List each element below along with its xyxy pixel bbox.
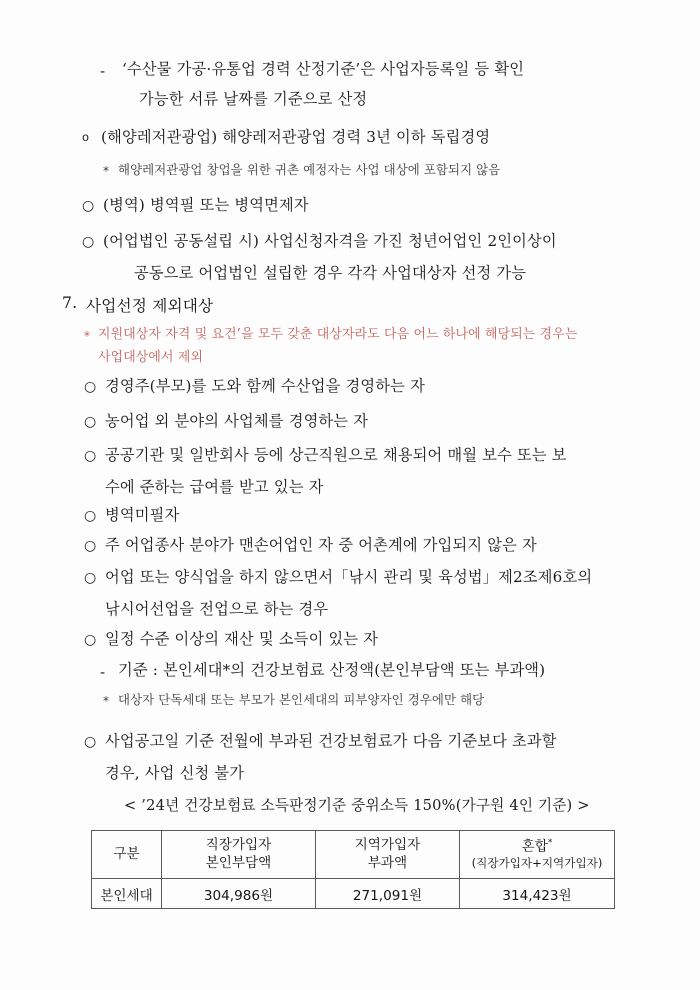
red-note-text: 지원대상자 자격 및 요건’을 모두 갖춘 대상자라도 다음 어느 하나에 해당되는 경우는 — [98, 327, 578, 342]
dash-item-fisheries-criteria-cont — [139, 92, 367, 107]
dash-marker: - — [100, 62, 106, 80]
table-header-regional-line1: 지역가입자 — [354, 836, 421, 853]
list-item-continuation — [105, 602, 328, 617]
red-note-text-cont: 사업대상에서 제외 — [98, 350, 204, 365]
dash-item-fisheries-criteria — [100, 62, 524, 80]
list-item-continuation — [105, 480, 323, 495]
circle-marker-small: o — [82, 130, 90, 144]
circle-marker: ○ — [84, 508, 97, 524]
list-item — [84, 570, 592, 586]
circle-item-text: (해양레저관광업) 해양레저관광업 경력 3년 이하 독립경영 — [101, 128, 491, 146]
list-item-label: 일정 수준 이상의 재산 및 소득이 있는 자 — [105, 630, 379, 648]
dash-marker: - — [100, 663, 106, 681]
table-header-mixed-line1: 혼합 — [521, 838, 548, 855]
note-marine-leisure — [103, 164, 500, 178]
table-header-workplace-line1: 직장가입자 — [205, 836, 272, 853]
list-item-label: 공공기관 및 일반회사 등에 상근직원으로 채용되어 매월 보수 또는 보 — [105, 446, 567, 464]
circle-marker: ○ — [82, 198, 95, 214]
section-heading — [62, 294, 213, 316]
table-header-row — [92, 831, 615, 879]
list-item-label: 농어업 외 분야의 사업체를 경영하는 자 — [105, 412, 369, 430]
table-cell-workplace-self-pay: 304,986원 — [162, 879, 316, 909]
circle-marker: ○ — [84, 414, 97, 430]
list-item-announcement-cont — [105, 766, 244, 781]
circle-marker: ○ — [84, 734, 97, 750]
table-header-mixed — [460, 831, 615, 879]
list-item-label: 주 어업종사 분야가 맨손어업인 자 중 어촌계에 가입되지 않은 자 — [105, 536, 537, 554]
list-item-label: 어업 또는 양식업을 하지 않으면서「낚시 관리 및 육성법」제2조제6호의 — [105, 568, 593, 586]
circle-marker: ○ — [84, 379, 97, 395]
circle-item-joint-corporation-cont — [134, 266, 526, 281]
criteria-line — [100, 663, 545, 681]
dash-item-text: ‘수산물 가공·유통업 경력 산정기준’은 사업자등록일 등 확인 — [122, 60, 525, 78]
circle-item-marine-leisure — [82, 130, 490, 145]
circle-item-text: (병역) 병역필 또는 병역면제자 — [103, 196, 309, 214]
circle-marker: ○ — [84, 570, 97, 586]
table-header-regional — [316, 831, 460, 879]
red-note-line-2 — [98, 352, 203, 365]
criteria-text: 기준 : 본인세대*의 건강보험료 산정액(본인부담액 또는 부과액) — [118, 661, 546, 679]
health-insurance-table — [91, 830, 615, 909]
list-item — [84, 632, 378, 648]
table-header-workplace — [162, 831, 316, 879]
list-item-label: 병역미필자 — [105, 506, 180, 524]
table-caption — [124, 799, 590, 814]
circle-item-joint-corporation — [82, 234, 557, 250]
health-insurance-table-wrap — [91, 830, 610, 909]
note-text: 해양레저관광업 창업을 위한 귀촌 예정자는 사업 대상에 포함되지 않음 — [118, 162, 501, 177]
table-header-mixed-line2: (직장가입자+지역가입자) — [471, 856, 603, 871]
list-item-announcement — [84, 734, 557, 750]
table-caption-text: < ’24년 건강보험료 소득판정기준 중위소득 150%(가구원 4인 기준) > — [124, 797, 590, 814]
announcement-text-cont: 경우, 사업 신청 불가 — [105, 764, 245, 782]
table-cell-mixed: 314,423원 — [460, 879, 615, 909]
list-item-label-cont: 수에 준하는 급여를 받고 있는 자 — [105, 478, 324, 496]
circle-item-text-cont: 공동으로 어업법인 설립한 경우 각각 사업대상자 선정 가능 — [134, 264, 527, 282]
asterisk-marker: * — [103, 164, 109, 178]
red-note-line-1 — [84, 329, 577, 343]
table-header-mixed-superscript: * — [547, 837, 553, 848]
list-item — [84, 538, 537, 554]
circle-marker: ○ — [84, 448, 97, 464]
table-header-division: 구분 — [92, 831, 162, 879]
list-item-label: 경영주(부모)를 도와 함께 수산업을 경영하는 자 — [105, 377, 425, 395]
list-item — [84, 448, 567, 464]
asterisk-marker: * — [103, 694, 109, 708]
list-item — [84, 508, 179, 524]
circle-marker: ○ — [84, 632, 97, 648]
dash-item-text-cont: 가능한 서류 날짜를 기준으로 산정 — [139, 90, 368, 108]
section-number: 7. — [62, 294, 78, 312]
table-cell-regional-levy: 271,091원 — [316, 879, 460, 909]
circle-marker: ○ — [84, 538, 97, 554]
criteria-note-text: 대상자 단독세대 또는 부모가 본인세대의 피부양자인 경우에만 해당 — [118, 692, 485, 707]
circle-marker: ○ — [82, 234, 95, 250]
table-cell-label: 본인세대 — [92, 879, 162, 909]
page-title: 사업선정 제외대상 — [86, 297, 214, 315]
asterisk-marker-red: * — [84, 329, 90, 343]
table-header-workplace-line2: 본인부담액 — [205, 854, 272, 871]
table-row — [92, 879, 615, 909]
criteria-note — [103, 694, 484, 708]
circle-item-text: (어업법인 공동설립 시) 사업신청자격을 가진 청년어업인 2인이상이 — [103, 232, 557, 250]
list-item — [84, 379, 425, 395]
list-item — [84, 414, 368, 430]
table-header-regional-line2: 부과액 — [367, 854, 408, 871]
circle-item-military — [82, 198, 309, 214]
list-item-label-cont: 낚시어선업을 전업으로 하는 경우 — [105, 600, 329, 618]
announcement-text: 사업공고일 기준 전월에 부과된 건강보험료가 다음 기준보다 초과할 — [105, 732, 557, 750]
